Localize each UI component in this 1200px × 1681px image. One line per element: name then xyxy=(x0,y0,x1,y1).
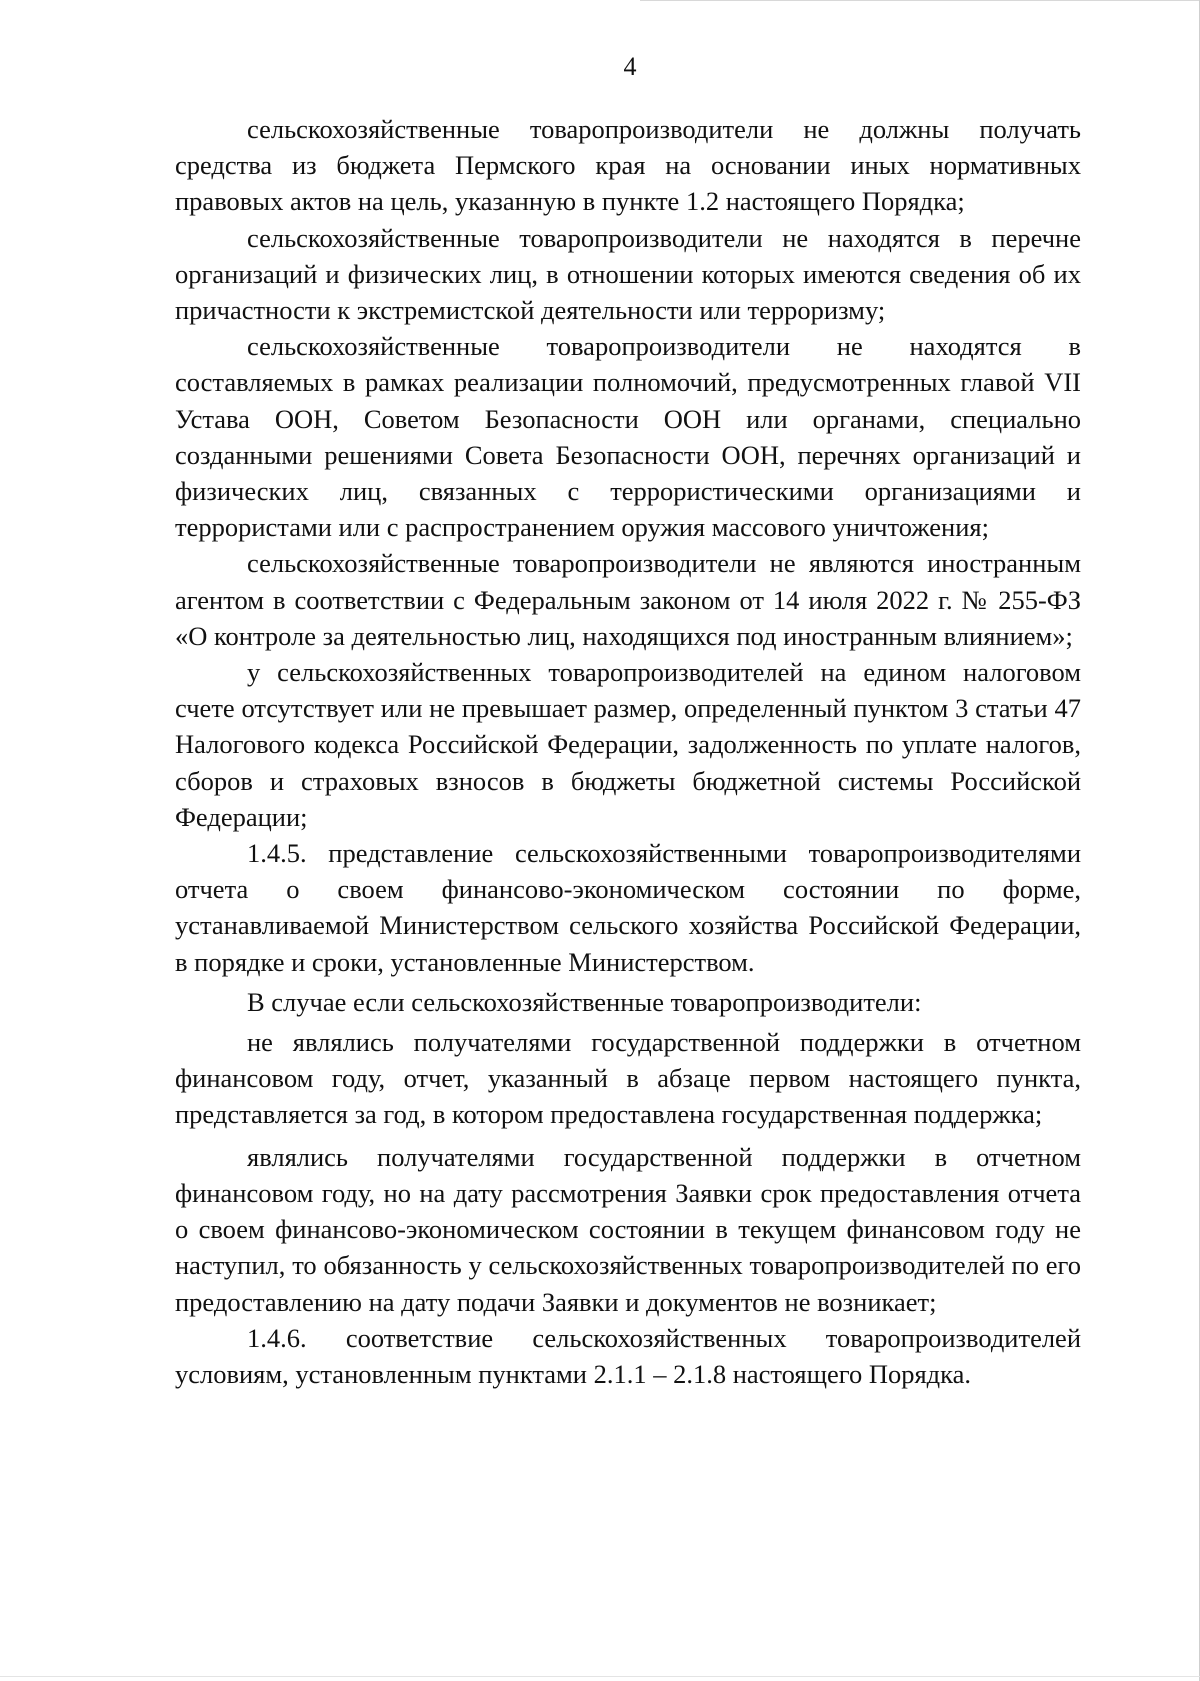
scan-edge-top xyxy=(640,0,1200,1)
paragraph-if-producers: В случае если сельскохозяйственные товаропроизводители: xyxy=(247,986,922,1017)
paragraph-extremism-list: сельскохозяйственные товаропроизводители не находятся в перечне организаций и физических лиц, в отношении которых имеются сведения об их причастности к экстремистской деятельности или терроризму; xyxy=(175,222,1081,326)
paragraph-tax-debt: у сельскохозяйственных товаропроизводителей на едином налоговом счете отсутствует или не превышает размер, определенный пунктом 3 статьи 47 Налогового кодекса Российской Федерации, задолженность по уплате налогов, сборов и страховых взносов в бюджеты бюджетной системы Российской Федерации; xyxy=(175,657,1081,832)
paragraph-budget-funds: сельскохозяйственные товаропроизводители не должны получать средства из бюджета Пермского края на основании иных нормативных правовых актов на цель, указанную в пункте 1.2 настоящего Порядка; xyxy=(175,114,1081,217)
paragraph-un-lists: сельскохозяйственные товаропроизводители не находятся в составляемых в рамках реализации полномочий, предусмотренных главой VII Устава ООН, Советом Безопасности ООН или органами, специально созданными решениями Совета Безопасности ООН, перечнях организаций и физических лиц, связанных с террористическими организациями и террористами или с распространением оружия массового уничтожения; xyxy=(175,331,1081,543)
paragraph-foreign-agent: сельскохозяйственные товаропроизводители не являются иностранным агентом в соответствии с Федеральным законом от 14 июля 2022 г. № 255-ФЗ «О контроле за деятельностью лиц, находящихся под иностранным влиянием»; xyxy=(175,548,1081,651)
scan-edge-bottom xyxy=(0,1676,1200,1677)
paragraph-were-recipients: являлись получателями государственной поддержки в отчетном финансовом году, но на дату рассмотрения Заявки срок предоставления отчета о своем финансово-экономическом состоянии в текущем финансовом году не наступил, то обязанность у сельскохозяйственных товаропроизводителей по его предоставлению на дату подачи Заявки и документов не возникает; xyxy=(175,1141,1081,1317)
paragraph-1-4-6-compliance: 1.4.6. соответствие сельскохозяйственных товаропроизводителей условиям, установленным пунктами 2.1.1 – 2.1.8 настоящего Порядка. xyxy=(175,1322,1081,1389)
paragraph-1-4-5-report: 1.4.5. представление сельскохозяйственными товаропроизводителями отчета о своем финансово-экономическом состоянии по форме, устанавливаемой Министерством сельского хозяйства Российской Федерации, в порядке и сроки, установленные Министерством. xyxy=(175,838,1081,977)
paragraph-not-recipients: не являлись получателями государственной поддержки в отчетном финансовом году, отчет, указанный в абзаце первом настоящего пункта, представляется за год, в котором предоставлена государственная поддержка; xyxy=(175,1027,1081,1130)
page-number: 4 xyxy=(623,52,637,81)
document-body xyxy=(175,111,1081,1392)
